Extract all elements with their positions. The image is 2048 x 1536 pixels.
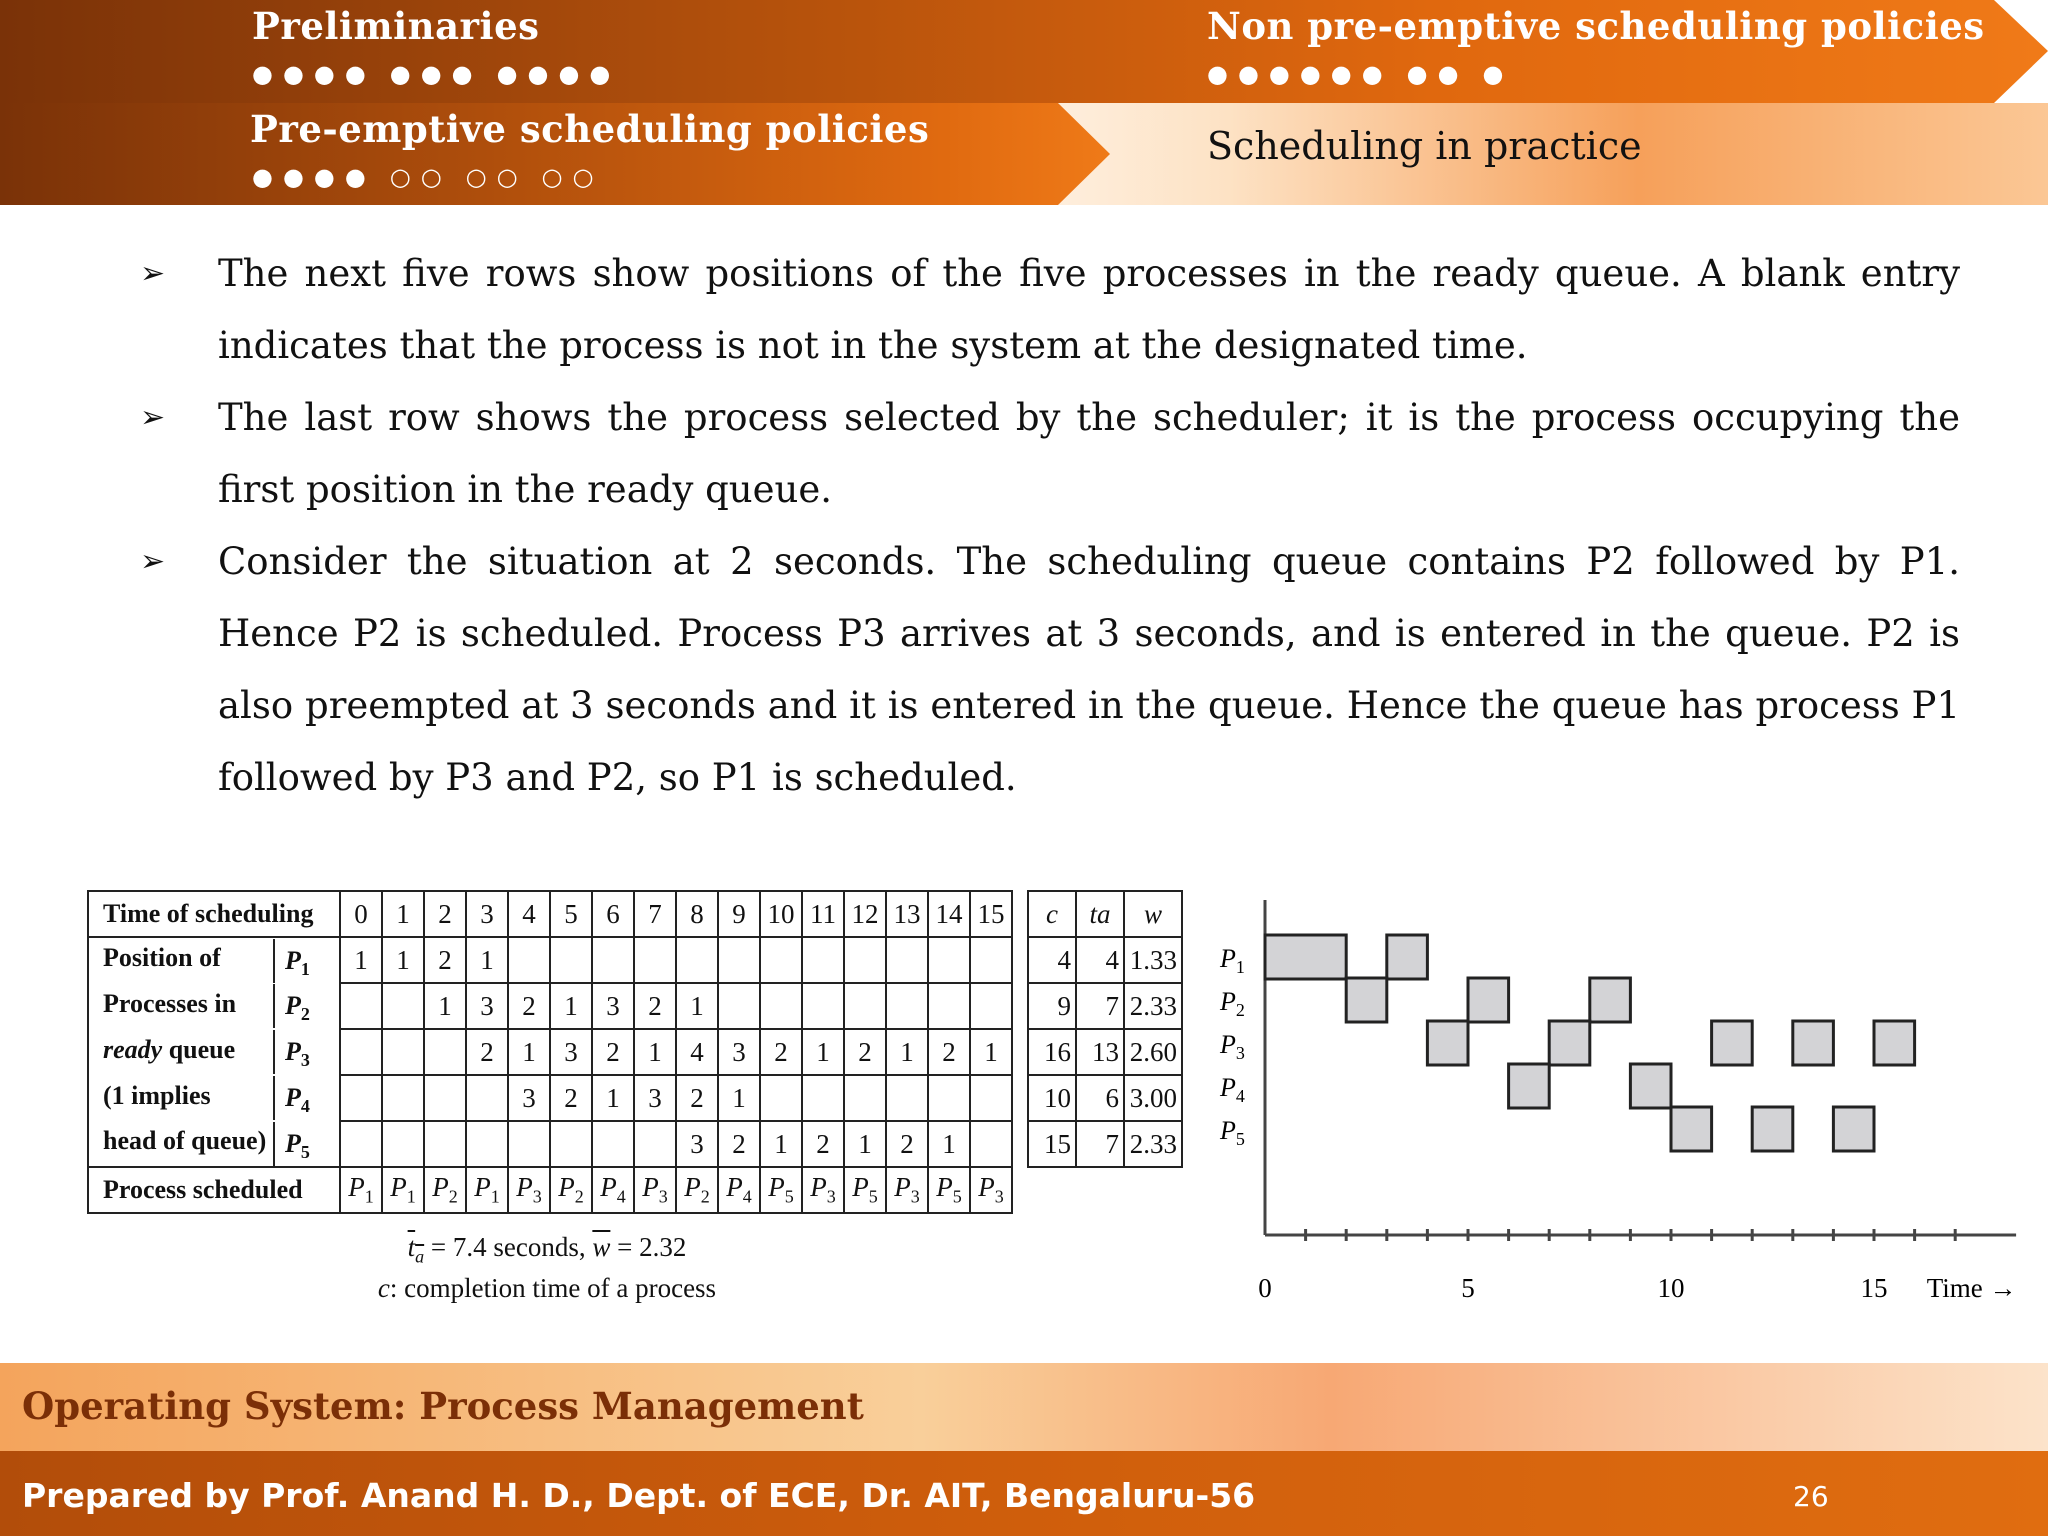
queue-position-cell	[634, 1121, 676, 1167]
queue-position-cell: 2	[424, 937, 466, 983]
stat-cell: 1.33	[1124, 937, 1182, 983]
timeline-chart	[1200, 880, 2030, 1320]
queue-position-cell	[760, 937, 802, 983]
x-tick-label: 0	[1258, 1273, 1272, 1303]
queue-position-cell	[466, 1121, 508, 1167]
queue-position-cell	[382, 1121, 424, 1167]
arrow-bullet-icon: ➢	[140, 256, 166, 291]
execution-interval-bar	[1427, 1021, 1468, 1065]
queue-position-cell	[928, 983, 970, 1029]
bullet-text: Consider the situation at 2 seconds. The scheduling queue contains P2 followed by P1. Hence P2 is scheduled. Process P3 arrives at 3 seconds, and is entered in the queue. P2 is also preempted at 3 seconds and it is entered in the queue. Hence the queue has process P1 followed by P3 and P2, so P1 is scheduled.	[218, 540, 1960, 799]
table-gap	[1012, 937, 1028, 983]
queue-position-cell: 3	[466, 983, 508, 1029]
queue-position-cell	[508, 1121, 550, 1167]
section-nonpreemptive-progress-dots[interactable]: ●●●●●● ●● ●	[1207, 60, 1514, 88]
queue-position-cell	[886, 1075, 928, 1121]
stat-cell: 2.33	[1124, 1121, 1182, 1167]
time-header-cell: 8	[676, 891, 718, 937]
queue-position-cell	[928, 1075, 970, 1121]
stat-cell: 3.00	[1124, 1075, 1182, 1121]
bullet-item	[140, 526, 1960, 814]
process-row-label-subscript: 5	[1235, 1129, 1245, 1149]
queue-position-cell: 2	[466, 1029, 508, 1075]
queue-position-cell	[340, 1075, 382, 1121]
table-caption-legend: c: completion time of a process	[377, 1273, 717, 1304]
queue-position-cell: 1	[424, 983, 466, 1029]
queue-position-cell	[550, 937, 592, 983]
execution-interval-bar	[1549, 1021, 1590, 1065]
arrow-bullet-icon: ➢	[140, 544, 166, 579]
queue-position-cell	[382, 1075, 424, 1121]
row-label-cell: Processes in $P_2$	[88, 983, 340, 1029]
queue-position-cell: 3	[718, 1029, 760, 1075]
queue-position-cell: 2	[592, 1029, 634, 1075]
queue-position-cell: 2	[802, 1121, 844, 1167]
scheduled-process-cell: $P_3$	[970, 1167, 1012, 1213]
process-row-label-subscript: 3	[1235, 1043, 1245, 1063]
execution-interval-bar	[1387, 935, 1428, 979]
queue-position-cell	[844, 937, 886, 983]
time-header-cell: 15	[970, 891, 1012, 937]
process-row-label-subscript: 1	[1235, 957, 1245, 977]
stat-cell: 13	[1076, 1029, 1124, 1075]
stat-cell: 4	[1028, 937, 1076, 983]
queue-position-cell: 2	[550, 1075, 592, 1121]
queue-position-cell: 3	[634, 1075, 676, 1121]
queue-position-cell: 1	[592, 1075, 634, 1121]
queue-position-cell	[802, 983, 844, 1029]
queue-position-cell: 2	[676, 1075, 718, 1121]
stat-cell: 16	[1028, 1029, 1076, 1075]
queue-position-cell: 2	[844, 1029, 886, 1075]
process-row-label: $P_1$	[1220, 944, 1245, 977]
queue-position-cell: 1	[634, 1029, 676, 1075]
section-practice-title[interactable]: Scheduling in practice	[1207, 124, 1642, 168]
section-preemptive-title[interactable]: Pre-emptive scheduling policies	[250, 107, 930, 151]
course-title: Operating System: Process Management	[22, 1384, 864, 1428]
stat-cell: 7	[1076, 1121, 1124, 1167]
queue-position-cell	[928, 937, 970, 983]
scheduled-process-cell: $P_5$	[928, 1167, 970, 1213]
stat-cell: 7	[1076, 983, 1124, 1029]
queue-position-cell	[466, 1075, 508, 1121]
bullet-text: The last row shows the process selected by the scheduler; it is the process occupying the first position in the ready queue.	[218, 396, 1960, 511]
queue-position-cell: 1	[340, 937, 382, 983]
queue-position-cell	[970, 937, 1012, 983]
execution-interval-bar	[1468, 978, 1509, 1022]
scheduled-process-cell: $P_5$	[844, 1167, 886, 1213]
section-nonpreemptive-title[interactable]: Non pre-emptive scheduling policies	[1207, 4, 1985, 48]
execution-interval-bar	[1712, 1021, 1753, 1065]
process-scheduled-row	[88, 1167, 1182, 1213]
stat-cell: 2.33	[1124, 983, 1182, 1029]
scheduled-process-cell: $P_3$	[508, 1167, 550, 1213]
queue-position-cell: 1	[382, 937, 424, 983]
scheduled-process-cell: $P_4$	[718, 1167, 760, 1213]
queue-position-cell: 3	[676, 1121, 718, 1167]
queue-position-cell	[844, 1075, 886, 1121]
time-header-cell: 3	[466, 891, 508, 937]
stat-header-cell: w	[1124, 891, 1182, 937]
queue-position-cell: 3	[550, 1029, 592, 1075]
queue-position-cell	[340, 983, 382, 1029]
process-row-label-subscript: 4	[1235, 1086, 1245, 1106]
process-row-label: $P_4$	[1220, 1073, 1245, 1106]
queue-position-cell: 1	[760, 1121, 802, 1167]
time-header-cell: 0	[340, 891, 382, 937]
queue-position-cell: 1	[466, 937, 508, 983]
row-label-cell: ready queue $P_3$	[88, 1029, 340, 1075]
page-number: 26	[1793, 1480, 1829, 1513]
queue-position-cell: 1	[676, 983, 718, 1029]
queue-position-cell	[970, 1075, 1012, 1121]
table-gap	[1012, 1075, 1028, 1121]
queue-position-cell	[760, 1075, 802, 1121]
execution-interval-bar	[1265, 935, 1346, 979]
queue-position-cell: 3	[592, 983, 634, 1029]
time-header-cell: 13	[886, 891, 928, 937]
stat-header-cell: c	[1028, 891, 1076, 937]
table-row	[88, 937, 1182, 983]
stat-header-cell: ta	[1076, 891, 1124, 937]
queue-position-cell: 1	[718, 1075, 760, 1121]
queue-position-cell	[592, 937, 634, 983]
scheduled-process-cell: $P_3$	[802, 1167, 844, 1213]
process-row-label: $P_5$	[1220, 1116, 1245, 1149]
stat-cell: 2.60	[1124, 1029, 1182, 1075]
queue-position-cell	[844, 983, 886, 1029]
time-header-cell: 1	[382, 891, 424, 937]
queue-position-cell: 3	[508, 1075, 550, 1121]
queue-position-cell: 2	[928, 1029, 970, 1075]
queue-position-cell	[340, 1029, 382, 1075]
queue-position-cell	[592, 1121, 634, 1167]
queue-position-cell	[424, 1121, 466, 1167]
row-label-cell: Position of $P_1$	[88, 937, 340, 983]
execution-interval-bar	[1874, 1021, 1915, 1065]
queue-position-cell: 1	[886, 1029, 928, 1075]
table-row	[88, 1121, 1182, 1167]
queue-position-cell	[886, 937, 928, 983]
queue-position-cell	[970, 983, 1012, 1029]
arrow-bullet-icon: ➢	[140, 400, 166, 435]
section-preemptive-progress-dots[interactable]: ●●●● ○○ ○○ ○○	[252, 163, 604, 191]
scheduling-table-figure	[87, 890, 1183, 1304]
execution-interval-bar	[1346, 978, 1387, 1022]
stat-cell: 4	[1076, 937, 1124, 983]
scheduled-process-cell: $P_2$	[676, 1167, 718, 1213]
stat-cell: 9	[1028, 983, 1076, 1029]
execution-interval-bar	[1793, 1021, 1834, 1065]
process-row-label: $P_3$	[1220, 1030, 1245, 1063]
author-line: Prepared by Prof. Anand H. D., Dept. of ECE, Dr. AIT, Bengaluru-56	[22, 1476, 1256, 1515]
queue-position-cell	[508, 937, 550, 983]
execution-interval-bar	[1509, 1064, 1550, 1108]
queue-position-cell	[718, 937, 760, 983]
section-preliminaries-title[interactable]: Preliminaries	[252, 4, 540, 48]
scheduling-table	[87, 890, 1183, 1214]
time-header-cell: 2	[424, 891, 466, 937]
bullet-list	[140, 238, 1960, 814]
table-gap	[1012, 891, 1028, 937]
queue-position-cell: 2	[886, 1121, 928, 1167]
execution-interval-bar	[1630, 1064, 1671, 1108]
time-header-cell: 11	[802, 891, 844, 937]
queue-position-cell: 1	[802, 1029, 844, 1075]
scheduled-process-cell: $P_1$	[340, 1167, 382, 1213]
x-tick-label: 15	[1860, 1273, 1888, 1303]
table-gap	[1012, 1121, 1028, 1167]
queue-position-cell: 1	[844, 1121, 886, 1167]
queue-position-cell	[382, 983, 424, 1029]
time-header-cell: 5	[550, 891, 592, 937]
scheduled-process-cell: $P_3$	[634, 1167, 676, 1213]
queue-position-cell: 2	[508, 983, 550, 1029]
queue-position-cell: 2	[634, 983, 676, 1029]
queue-position-cell	[718, 983, 760, 1029]
section-preliminaries-progress-dots[interactable]: ●●●● ●●● ●●●●	[252, 60, 621, 88]
x-tick-label: 10	[1657, 1273, 1685, 1303]
queue-position-cell: 4	[676, 1029, 718, 1075]
table-caption-averages: $t_a = 7.4$ seconds, $\overline{w} = 2.32$	[407, 1232, 687, 1267]
stat-cell: 6	[1076, 1075, 1124, 1121]
table-header-row	[88, 891, 1182, 937]
queue-position-cell: 1	[550, 983, 592, 1029]
stat-cell: 15	[1028, 1121, 1076, 1167]
scheduled-process-cell: $P_3$	[886, 1167, 928, 1213]
execution-interval-bar	[1590, 978, 1631, 1022]
queue-position-cell	[970, 1121, 1012, 1167]
queue-position-cell: 2	[760, 1029, 802, 1075]
time-header-cell: 6	[592, 891, 634, 937]
x-axis-label: Time →	[1926, 1273, 2017, 1303]
execution-interval-bar	[1671, 1107, 1712, 1151]
row-label-cell: head of queue) $P_5$	[88, 1121, 340, 1167]
time-header-cell: 7	[634, 891, 676, 937]
time-of-scheduling-header: Time of scheduling	[88, 891, 340, 937]
queue-position-cell	[550, 1121, 592, 1167]
table-gap	[1012, 1029, 1028, 1075]
scheduled-process-cell: $P_5$	[760, 1167, 802, 1213]
row-label-cell: (1 implies $P_4$	[88, 1075, 340, 1121]
queue-position-cell	[634, 937, 676, 983]
scheduled-process-cell: $P_2$	[424, 1167, 466, 1213]
bullet-text: The next five rows show positions of the five processes in the ready queue. A blank entry indicates that the process is not in the system at the designated time.	[218, 252, 1960, 367]
table-gap	[1012, 983, 1028, 1029]
x-tick-label: 5	[1461, 1273, 1475, 1303]
bullet-item	[140, 382, 1960, 526]
scheduled-process-cell: $P_1$	[466, 1167, 508, 1213]
scheduled-process-cell: $P_4$	[592, 1167, 634, 1213]
queue-position-cell	[802, 1075, 844, 1121]
time-header-cell: 4	[508, 891, 550, 937]
queue-position-cell	[760, 983, 802, 1029]
queue-position-cell	[382, 1029, 424, 1075]
queue-position-cell	[886, 983, 928, 1029]
process-scheduled-label: Process scheduled	[88, 1167, 340, 1213]
queue-position-cell: 1	[928, 1121, 970, 1167]
table-row	[88, 983, 1182, 1029]
time-header-cell: 9	[718, 891, 760, 937]
time-header-cell: 14	[928, 891, 970, 937]
queue-position-cell	[340, 1121, 382, 1167]
queue-position-cell	[424, 1075, 466, 1121]
process-row-label: $P_2$	[1220, 987, 1245, 1020]
time-header-cell: 12	[844, 891, 886, 937]
stat-cell: 10	[1028, 1075, 1076, 1121]
table-row	[88, 1075, 1182, 1121]
queue-position-cell	[424, 1029, 466, 1075]
queue-position-cell: 2	[718, 1121, 760, 1167]
scheduled-process-cell: $P_1$	[382, 1167, 424, 1213]
table-row	[88, 1029, 1182, 1075]
queue-position-cell	[802, 937, 844, 983]
time-header-cell: 10	[760, 891, 802, 937]
execution-interval-bar	[1833, 1107, 1874, 1151]
scheduled-process-cell: $P_2$	[550, 1167, 592, 1213]
process-row-label-subscript: 2	[1235, 1000, 1245, 1020]
queue-position-cell: 1	[970, 1029, 1012, 1075]
queue-position-cell: 1	[508, 1029, 550, 1075]
queue-position-cell	[676, 937, 718, 983]
bullet-item	[140, 238, 1960, 382]
execution-interval-bar	[1752, 1107, 1793, 1151]
